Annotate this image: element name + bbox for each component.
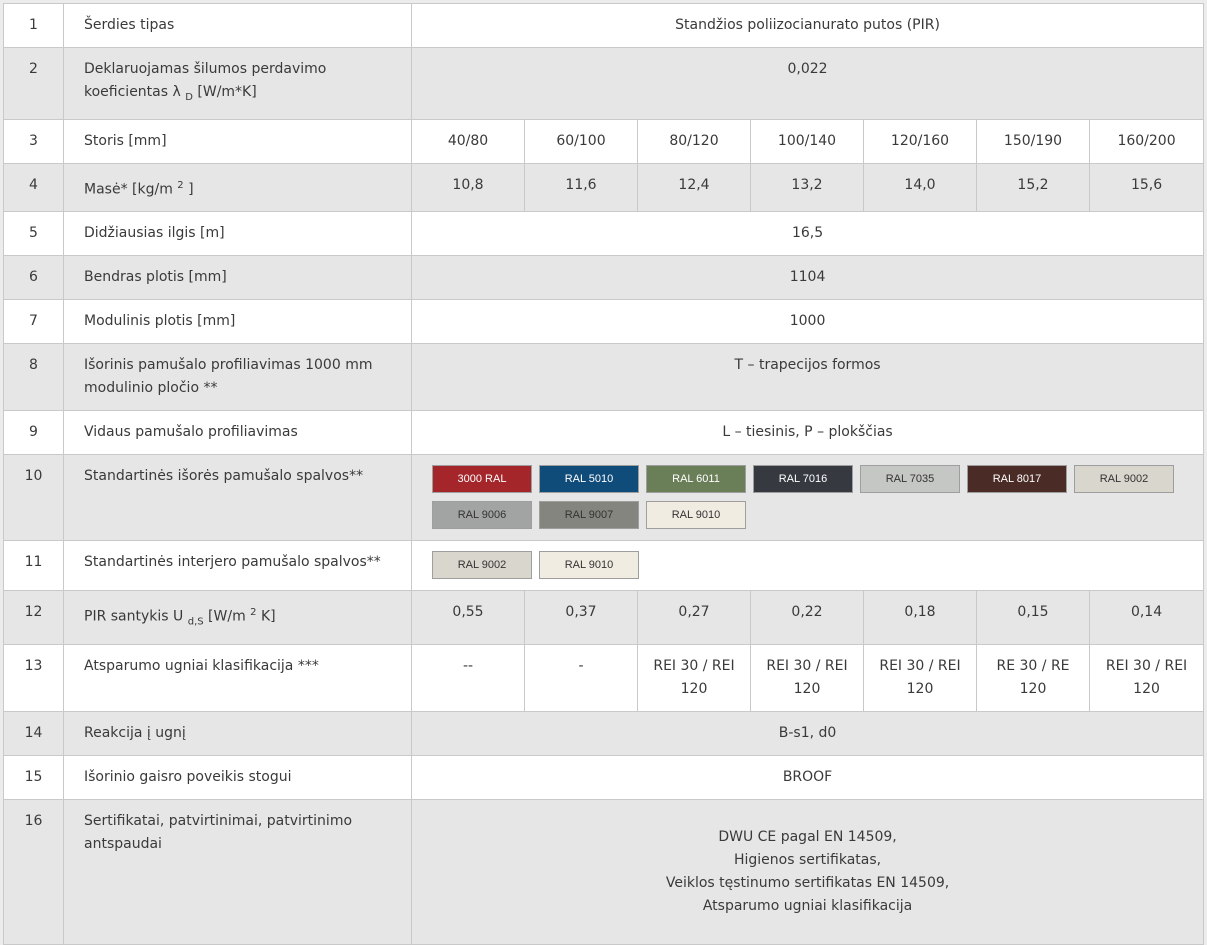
color-swatch: RAL 5010 [539,465,639,493]
cell-value: - [525,644,638,711]
row-label: Masė* [kg/m $^2$ ] [64,163,412,212]
color-swatch: 3000 RAL [432,465,532,493]
row-label: Modulinis plotis [mm] [64,300,412,344]
cell-value: 11,6 [525,163,638,212]
row-number: 13 [4,644,64,711]
cell-value: 15,6 [1090,163,1204,212]
row-number: 7 [4,300,64,344]
row-label: Atsparumo ugniai klasifikacija *** [64,644,412,711]
row-label: Reakcija į ugnį [64,711,412,755]
row-number: 4 [4,163,64,212]
row-number: 1 [4,4,64,48]
cell-value: 0,14 [1090,591,1204,644]
row-number: 10 [4,455,64,541]
row-number: 16 [4,799,64,944]
color-swatch: RAL 8017 [967,465,1067,493]
table-row [4,48,1204,120]
row-value: T – trapecijos formos [412,344,1204,411]
cell-value: 13,2 [751,163,864,212]
row-value [412,455,1204,541]
cell-value: 0,27 [638,591,751,644]
row-label: Standartinės išorės pamušalo spalvos** [64,455,412,541]
panel-spec-table [3,3,1204,945]
row-label: Išorinio gaisro poveikis stogui [64,755,412,799]
table-row [4,755,1204,799]
color-swatch: RAL 9006 [432,501,532,529]
cell-value: 0,55 [412,591,525,644]
row-value: 16,5 [412,212,1204,256]
cell-value: REI 30 / REI 120 [638,644,751,711]
row-value: 1104 [412,256,1204,300]
row-value: 0,022 [412,48,1204,120]
cell-value: 150/190 [977,119,1090,163]
cell-value: 12,4 [638,163,751,212]
cell-value: 60/100 [525,119,638,163]
color-swatch: RAL 9007 [539,501,639,529]
color-swatch: RAL 9010 [646,501,746,529]
row-number: 6 [4,256,64,300]
row-number: 14 [4,711,64,755]
certificates-value [412,799,1204,944]
row-number: 5 [4,212,64,256]
certificate-line: Veiklos tęstinumo sertifikatas EN 14509, [665,874,950,891]
cell-value: 160/200 [1090,119,1204,163]
row-number: 9 [4,411,64,455]
table-row [4,256,1204,300]
row-value: L – tiesinis, P – plokščias [412,411,1204,455]
cell-value: 10,8 [412,163,525,212]
color-swatch: RAL 9010 [539,551,639,579]
row-number: 12 [4,591,64,644]
table-row [4,4,1204,48]
cell-value: 100/140 [751,119,864,163]
table-row [4,799,1204,944]
table-row [4,644,1204,711]
color-swatch: RAL 6011 [646,465,746,493]
row-label: Didžiausias ilgis [m] [64,212,412,256]
row-number: 15 [4,755,64,799]
table-row [4,119,1204,163]
cell-value: -- [412,644,525,711]
cell-value: 0,18 [864,591,977,644]
table-row [4,591,1204,644]
table-row [4,163,1204,212]
exterior-color-swatches [412,455,1203,540]
table-row [4,411,1204,455]
certificate-line: DWU CE pagal EN 14509, [718,828,897,845]
table-row [4,212,1204,256]
cell-value: 14,0 [864,163,977,212]
row-value: B-s1, d0 [412,711,1204,755]
table-row [4,455,1204,541]
row-number: 3 [4,119,64,163]
row-label: Deklaruojamas šilumos perdavimo koeficientas λ $_D$ [W/m*K] [64,48,412,120]
cell-value: RE 30 / RE 120 [977,644,1090,711]
row-label: PIR santykis U $_{d,S}$ [W/m $^2$ K] [64,591,412,644]
color-swatch: RAL 7035 [860,465,960,493]
row-label: Standartinės interjero pamušalo spalvos** [64,541,412,591]
row-label: Bendras plotis [mm] [64,256,412,300]
row-value: BROOF [412,755,1204,799]
table-row [4,541,1204,591]
color-swatch: RAL 9002 [1074,465,1174,493]
table-row [4,300,1204,344]
cell-value: 0,22 [751,591,864,644]
table-row [4,711,1204,755]
certificate-line: Atsparumo ugniai klasifikacija [702,897,913,914]
row-label: Išorinis pamušalo profiliavimas 1000 mm modulinio pločio ** [64,344,412,411]
row-label: Vidaus pamušalo profiliavimas [64,411,412,455]
cell-value: 80/120 [638,119,751,163]
table-row [4,344,1204,411]
cell-value: REI 30 / REI 120 [1090,644,1204,711]
cell-value: REI 30 / REI 120 [864,644,977,711]
cell-value: 0,15 [977,591,1090,644]
color-swatch: RAL 9002 [432,551,532,579]
row-label: Sertifikatai, patvirtinimai, patvirtinimo antspaudai [64,799,412,944]
cell-value: 0,37 [525,591,638,644]
row-label: Storis [mm] [64,119,412,163]
row-label: Šerdies tipas [64,4,412,48]
row-number: 11 [4,541,64,591]
cell-value: 120/160 [864,119,977,163]
row-number: 2 [4,48,64,120]
row-value: 1000 [412,300,1204,344]
row-value: Standžios poliizocianurato putos (PIR) [412,4,1204,48]
row-value [412,541,1204,591]
cell-value: 40/80 [412,119,525,163]
interior-color-swatches [412,541,1203,590]
row-number: 8 [4,344,64,411]
color-swatch: RAL 7016 [753,465,853,493]
cell-value: REI 30 / REI 120 [751,644,864,711]
cell-value: 15,2 [977,163,1090,212]
certificate-line: Higienos sertifikatas, [733,851,882,868]
